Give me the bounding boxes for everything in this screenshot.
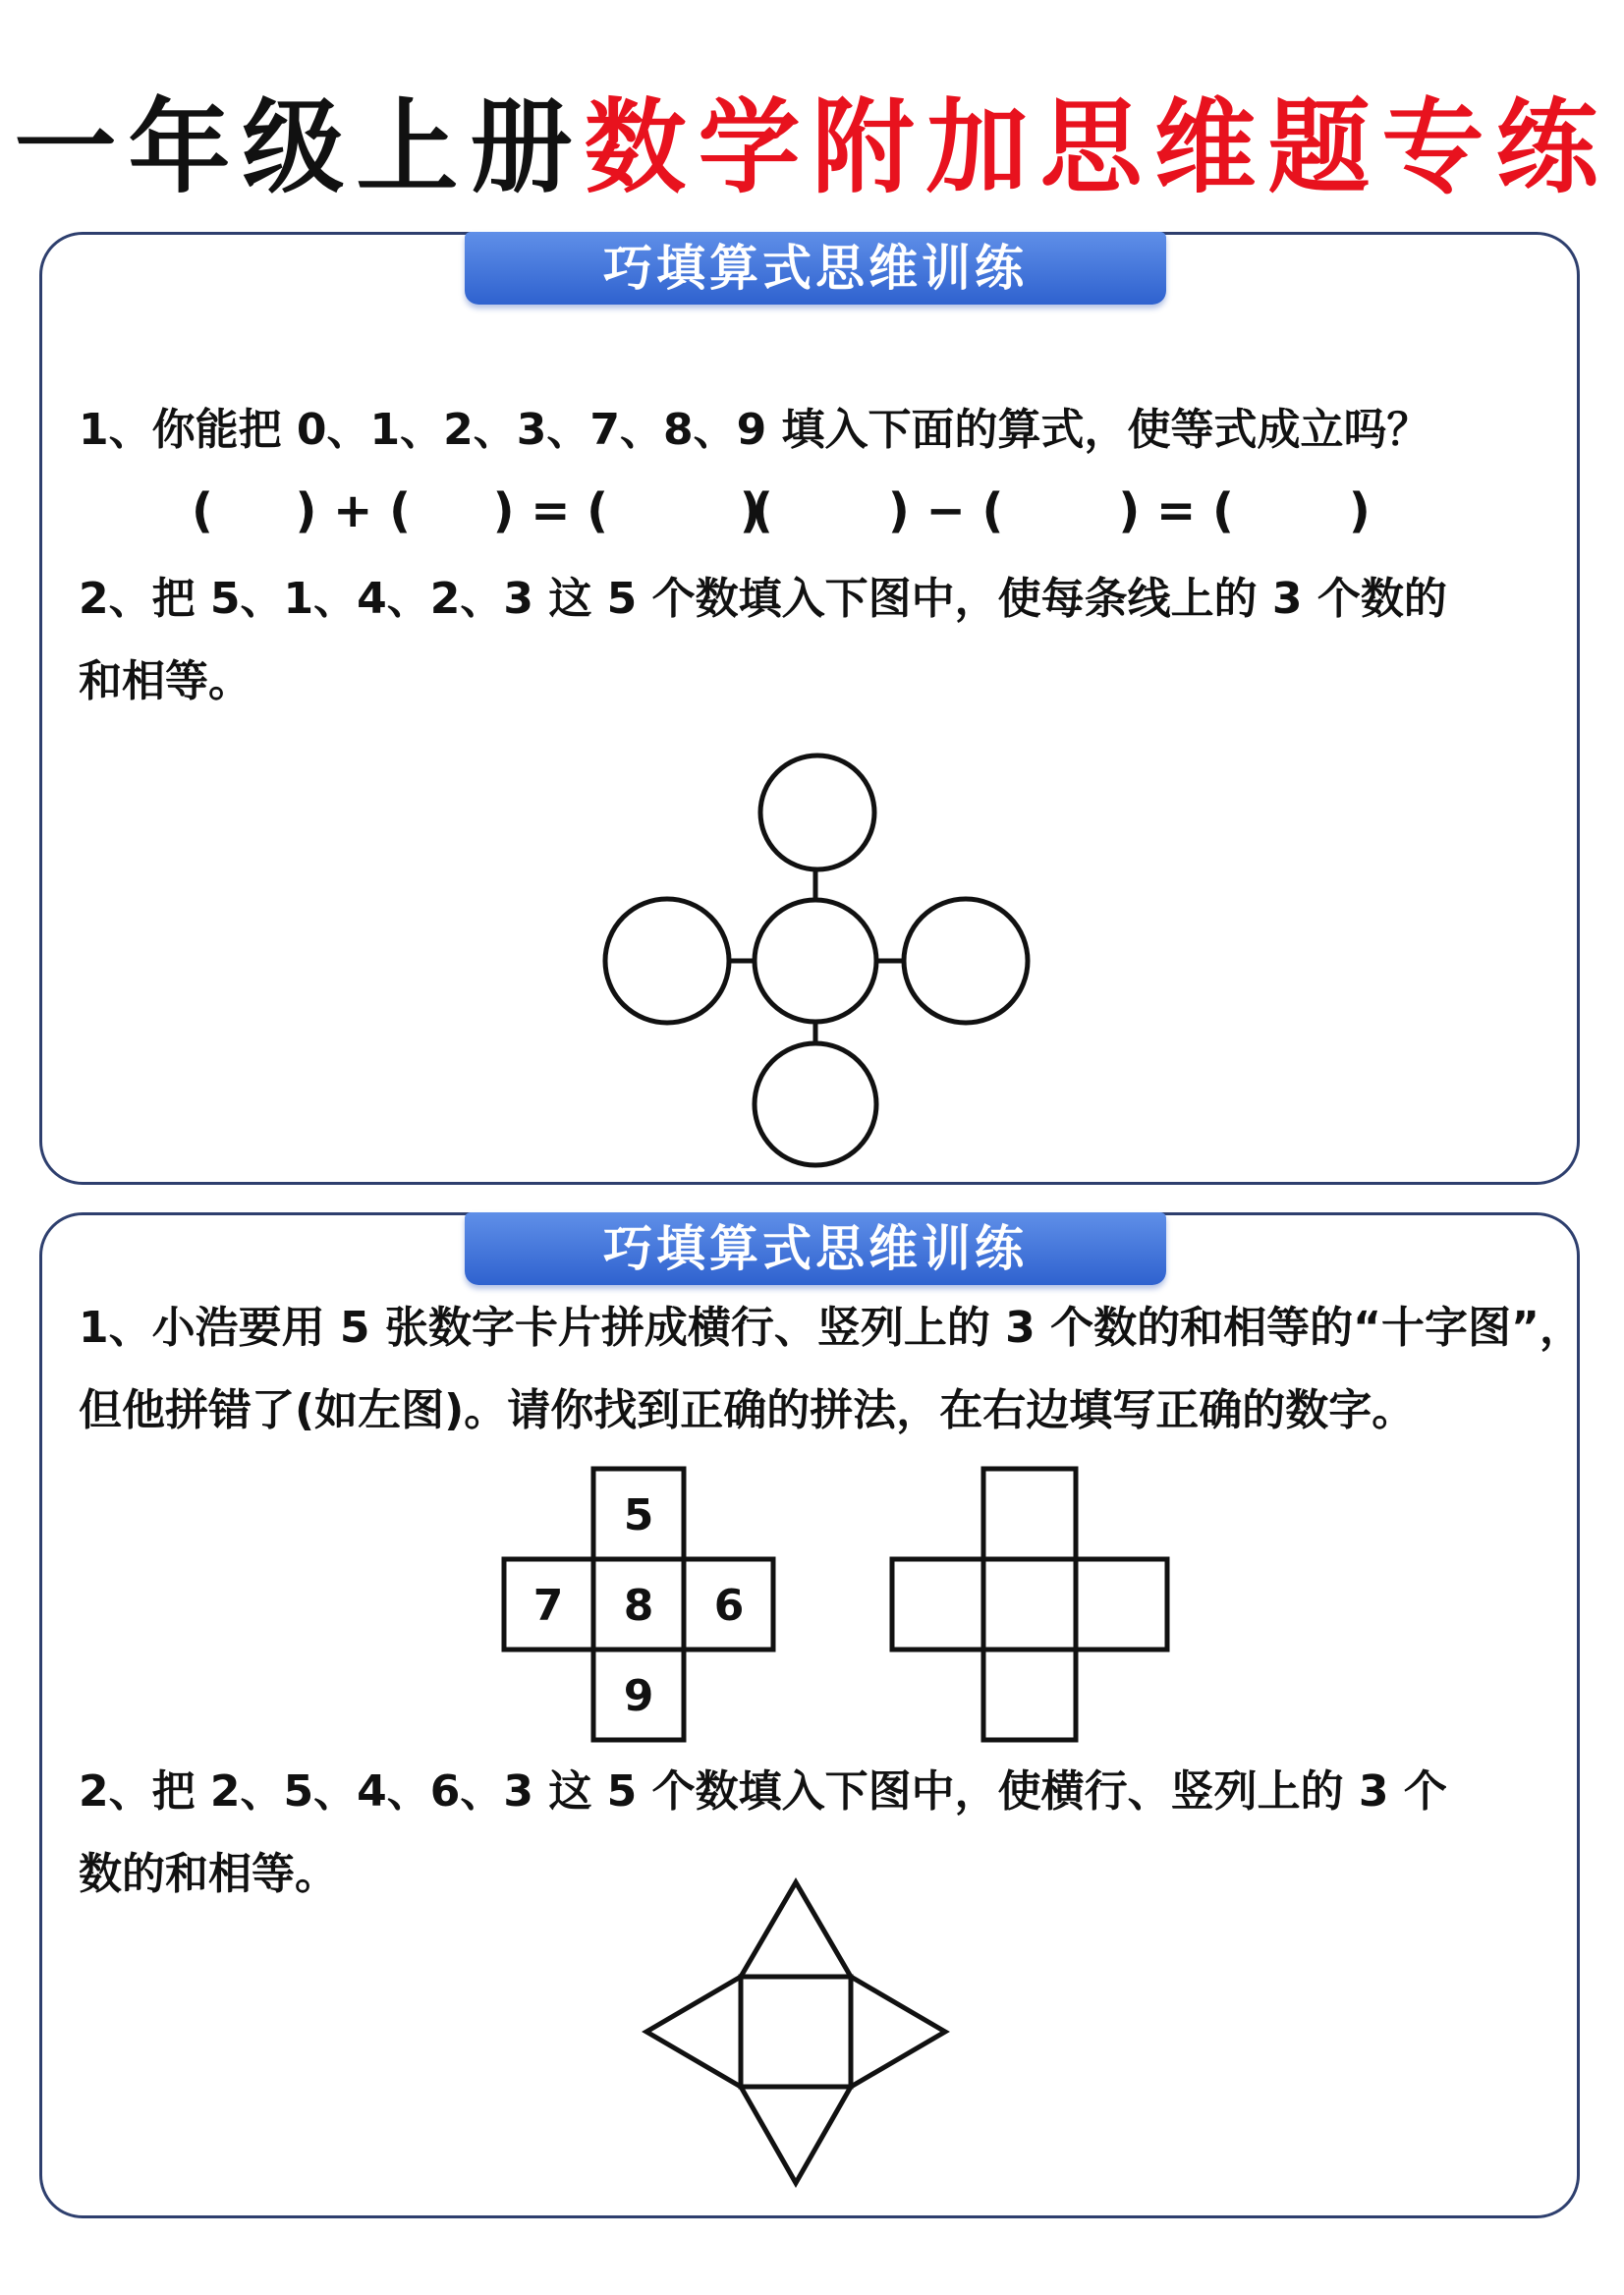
center-square[interactable] bbox=[741, 1977, 851, 2087]
wrong-cell-bottom-number: 9 bbox=[623, 1671, 654, 1721]
s2-wrong-cross-diagram bbox=[501, 1466, 776, 1743]
s2-q2-line2: 数的和相等。 bbox=[79, 1849, 338, 1899]
wrong-cell-right-number: 6 bbox=[713, 1581, 745, 1631]
wrong-cell-center-number: 8 bbox=[623, 1581, 654, 1631]
wrong-cell-left-number: 7 bbox=[532, 1581, 564, 1631]
triangle-left[interactable] bbox=[646, 1977, 741, 2087]
circle-bottom[interactable] bbox=[755, 1043, 876, 1165]
wrong-cell-top-number: 5 bbox=[623, 1490, 654, 1540]
s1-q1-expression-add: ( ) + ( ) = ( ) bbox=[192, 483, 761, 538]
circle-left[interactable] bbox=[605, 899, 729, 1023]
s1-circle-cross-diagram bbox=[589, 747, 1041, 1179]
answer-cell-center[interactable] bbox=[983, 1559, 1076, 1650]
s2-answer-cross-diagram bbox=[889, 1466, 1170, 1743]
triangle-right[interactable] bbox=[851, 1977, 945, 2087]
circle-top[interactable] bbox=[760, 756, 874, 869]
s1-q2-line2: 和相等。 bbox=[79, 656, 252, 706]
circle-right[interactable] bbox=[904, 899, 1028, 1023]
title-red-part: 数学附加思维题专练 bbox=[584, 87, 1610, 207]
triangle-top[interactable] bbox=[741, 1882, 851, 1977]
s1-q2-line1: 2、把 5、1、4、2、3 这 5 个数填入下图中，使每条线上的 3 个数的 bbox=[79, 574, 1447, 624]
s2-q1-line1: 1、小浩要用 5 张数字卡片拼成横行、竖列上的 3 个数的和相等的“十字图”， bbox=[79, 1303, 1583, 1353]
circle-center[interactable] bbox=[755, 900, 876, 1022]
answer-cell-right[interactable] bbox=[1076, 1559, 1167, 1650]
s2-q1-line2: 但他拼错了(如左图)。请你找到正确的拼法，在右边填写正确的数字。 bbox=[79, 1385, 1416, 1435]
triangle-bottom[interactable] bbox=[741, 2087, 851, 2183]
page-title bbox=[0, 79, 1624, 216]
answer-cell-bottom[interactable] bbox=[983, 1650, 1076, 1740]
answer-cell-left[interactable] bbox=[892, 1559, 983, 1650]
answer-cell-top[interactable] bbox=[983, 1469, 1076, 1559]
section-2-banner: 巧填算式思维训练 bbox=[465, 1212, 1166, 1285]
s1-q1-text-line: 1、你能把 0、1、2、3、7、8、9 填入下面的算式，使等式成立吗？ bbox=[79, 405, 1430, 455]
s2-square-triangles-diagram bbox=[639, 1875, 953, 2199]
s1-q1-expression-sub: ( ) − ( ) = ( ) bbox=[752, 483, 1371, 538]
title-black-part: 一年级上册 bbox=[14, 87, 585, 207]
section-1-banner: 巧填算式思维训练 bbox=[465, 232, 1166, 305]
s2-q2-line1: 2、把 2、5、4、6、3 这 5 个数填入下图中，使横行、竖列上的 3 个 bbox=[79, 1766, 1447, 1817]
